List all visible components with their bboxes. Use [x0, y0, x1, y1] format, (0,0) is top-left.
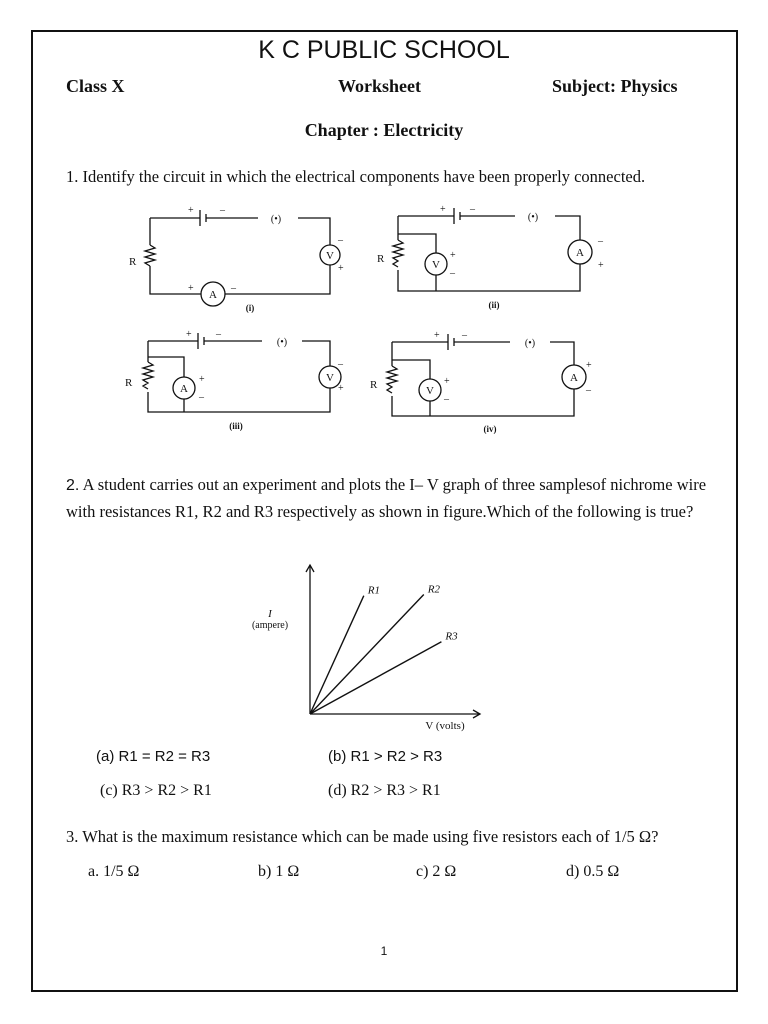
- minus-label: –: [586, 385, 591, 396]
- minus-label: –: [199, 392, 204, 403]
- series-label-r1: R1: [367, 584, 381, 597]
- circuit-ii: [377, 204, 604, 310]
- circuit-caption: (iii): [229, 421, 243, 431]
- series-line-r2: [310, 595, 424, 714]
- question-3-number: 3.: [66, 827, 79, 846]
- q2-option-a: (a) R1 = R2 = R3: [96, 748, 211, 765]
- minus-label: –: [338, 359, 343, 370]
- plus-label: +: [444, 376, 450, 387]
- q2-option-b: (b) R1 > R2 > R3: [328, 748, 443, 765]
- plus-label: +: [598, 260, 604, 271]
- plus-label: +: [338, 383, 344, 394]
- page-number: 1: [380, 944, 388, 958]
- minus-label: –: [462, 330, 467, 341]
- resistor-label: R: [125, 377, 133, 389]
- ammeter-label: A: [180, 383, 188, 395]
- subject-label: Subject: Physics: [552, 76, 678, 96]
- resistor-label: R: [370, 379, 378, 391]
- plus-label: +: [450, 250, 456, 261]
- plus-label: +: [440, 204, 446, 215]
- plus-label: +: [188, 283, 194, 294]
- x-axis-label: V (volts): [425, 720, 465, 732]
- voltmeter-label: V: [426, 385, 434, 397]
- y-axis-unit: (ampere): [251, 620, 289, 631]
- minus-label: –: [220, 205, 225, 216]
- minus-label: –: [598, 236, 603, 247]
- minus-label: –: [444, 394, 449, 405]
- minus-label: –: [216, 329, 221, 340]
- q3-option-c: c) 2 Ω: [416, 863, 457, 880]
- key-label: (•): [527, 212, 539, 223]
- chapter-title: Chapter : Electricity: [304, 120, 464, 140]
- worksheet-label: Worksheet: [338, 76, 421, 96]
- circuit-caption: (iv): [483, 424, 497, 434]
- series-line-r3: [310, 642, 441, 714]
- plus-label: +: [338, 263, 344, 274]
- minus-label: –: [450, 268, 455, 279]
- key-label: (•): [276, 337, 288, 348]
- resistor-label: R: [377, 253, 385, 265]
- resistor-label: R: [129, 256, 137, 268]
- series-label-r3: R3: [445, 630, 458, 643]
- q3-option-d: d) 0.5 Ω: [566, 863, 620, 880]
- q2-option-c: (c) R3 > R2 > R1: [100, 782, 212, 799]
- question-3: [66, 824, 716, 850]
- key-label: (•): [270, 214, 282, 225]
- iv-graph: [230, 555, 490, 735]
- voltmeter-label: V: [326, 250, 334, 262]
- series-label-r2: R2: [427, 583, 441, 596]
- question-2-text: A student carries out an experiment and plots the I– V graph of three samplesof nichrome wire with resistances R1, R2 and R3 respectively as shown in figure.Which of the following is true?: [66, 475, 707, 521]
- plus-label: +: [188, 205, 194, 216]
- circuit-caption: (i): [245, 303, 255, 313]
- question-1-text: Identify the circuit in which the electrical components have been properly connected.: [82, 167, 646, 186]
- circuit-caption: (ii): [488, 300, 500, 310]
- class-label: Class X: [66, 76, 125, 96]
- plus-label: +: [186, 329, 192, 340]
- school-name: K C PUBLIC SCHOOL: [258, 36, 510, 64]
- ammeter-label: A: [570, 372, 578, 384]
- minus-label: –: [470, 204, 475, 215]
- ammeter-label: A: [576, 247, 584, 259]
- series-line-r1: [310, 596, 364, 714]
- circuit-iii: [125, 329, 344, 431]
- y-axis-label: I: [268, 608, 272, 620]
- question-2-number: 2.: [66, 477, 80, 494]
- q3-option-b: b) 1 Ω: [258, 863, 300, 880]
- minus-label: –: [338, 235, 343, 246]
- question-1-number: 1.: [66, 167, 79, 186]
- q3-option-a: a. 1/5 Ω: [88, 863, 140, 880]
- key-label: (•): [524, 338, 536, 349]
- question-2: [66, 472, 716, 525]
- voltmeter-label: V: [326, 372, 334, 384]
- question-3-text: What is the maximum resistance which can be made using five resistors each of 1/5 Ω?: [82, 827, 659, 846]
- circuit-iv: [370, 330, 592, 434]
- q2-option-d: (d) R2 > R3 > R1: [328, 782, 441, 799]
- minus-label: –: [231, 283, 236, 294]
- plus-label: +: [434, 330, 440, 341]
- circuit-i: [129, 205, 344, 313]
- ammeter-label: A: [209, 289, 217, 301]
- voltmeter-label: V: [432, 259, 440, 271]
- plus-label: +: [586, 360, 592, 371]
- plus-label: +: [199, 374, 205, 385]
